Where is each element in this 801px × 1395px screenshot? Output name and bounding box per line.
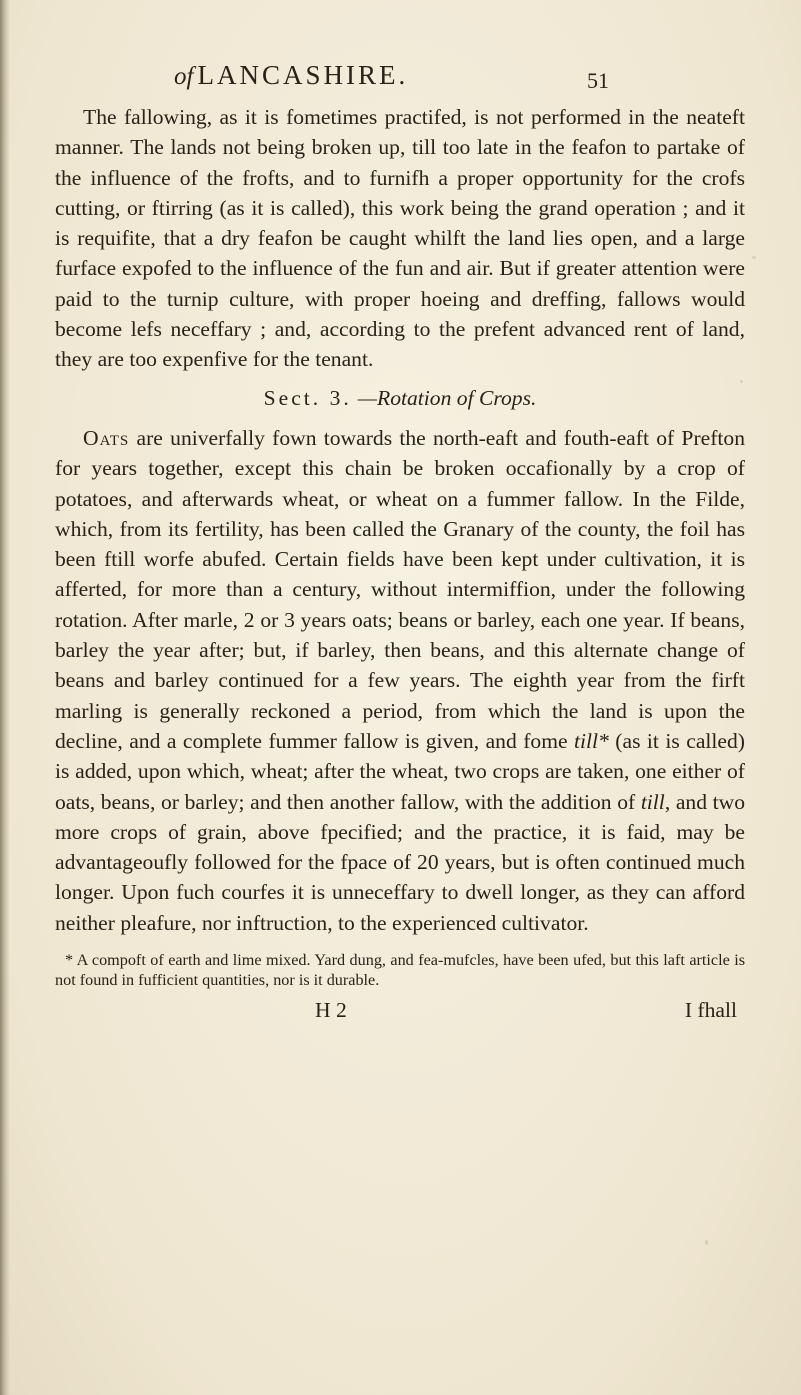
italic-till: till	[640, 789, 665, 814]
paper-speck	[752, 256, 756, 259]
running-title	[174, 60, 408, 91]
binding-shadow	[0, 0, 10, 1395]
paragraph-text-b: (as it is called) is added, upon which, wheat; after the wheat, two crops are taken, one either of oats, beans, or barley; and then another fallow, with the addition of	[55, 728, 745, 814]
page-footer	[55, 994, 745, 1030]
section-title: —Rotation of Crops.	[357, 385, 537, 410]
paragraph-rotation	[55, 423, 745, 938]
section-heading	[55, 383, 745, 413]
section-label: Sect. 3.	[263, 385, 352, 410]
footnote: * A compoft of earth and lime mixed. Yard dung, and fea-mufcles, have been ufed, but this laft article is not found in fufficient quantities, nor is it durable.	[55, 951, 745, 990]
paragraph-text-c: , and two more crops of grain, above fpecified; and the practice, it is faid, may be advantageoufly followed for the fpace of 20 years, but is often continued much longer. Upon fuch courfes it is unneceffary to dwell longer, as they can afford neither pleafure, nor inftruction, to the experienced cultivator.	[55, 789, 746, 935]
italic-till-footnote-ref: till*	[574, 728, 609, 753]
page-header	[174, 60, 609, 100]
running-title-of: of	[174, 63, 194, 90]
paper-speck	[705, 1240, 708, 1245]
signature-mark: H 2	[315, 998, 347, 1023]
page-number: 51	[587, 68, 609, 93]
paragraph-text-a: are univerfally fown towards the north-eaft and fouth-eaft of Prefton for years together, except this chain be broken occafionally by a crop of potatoes, and afterwards wheat, or wheat on a fummer fallow. In the Filde, which, from its fertility, has been called the Granary of the county, the foil has been ftill worfe abufed. Certain fields have been kept under cultivation, it is afferted, for more than a century, without intermiffion, under the following rotation. After marle, 2 or 3 years oats; beans or barley, each one year. If beans, barley the year after; but, if barley, then beans, and this alternate change of beans and barley continued for a few years. The eighth year from the firft marling is generally reckoned a period, from which the land is upon the decline, and a complete fummer fallow is given, and fome	[55, 425, 745, 753]
running-title-name: LANCASHIRE.	[197, 60, 409, 90]
paragraph-fallowing: The fallowing, as it is fometimes practifed, is not performed in the neateft manner. The lands not being broken up, till too late in the feafon to partake of the influence of the frofts, and to furnifh a proper opportunity for the crofs cutting, or ftirring (as it is called), this work being the grand operation ; and it is requifite, that a dry feafon be caught whilft the land lies open, and a large furface expofed to the influence of the fun and air. But if greater attention were paid to the turnip culture, with proper hoeing and dreffing, fallows would become lefs neceffary ; and, according to the prefent advanced rent of land, they are too expenfive for the tenant.	[55, 105, 745, 372]
body-text	[55, 102, 745, 1030]
paragraph-lead-word: Oats	[83, 425, 130, 450]
catchword: I fhall	[684, 998, 737, 1023]
